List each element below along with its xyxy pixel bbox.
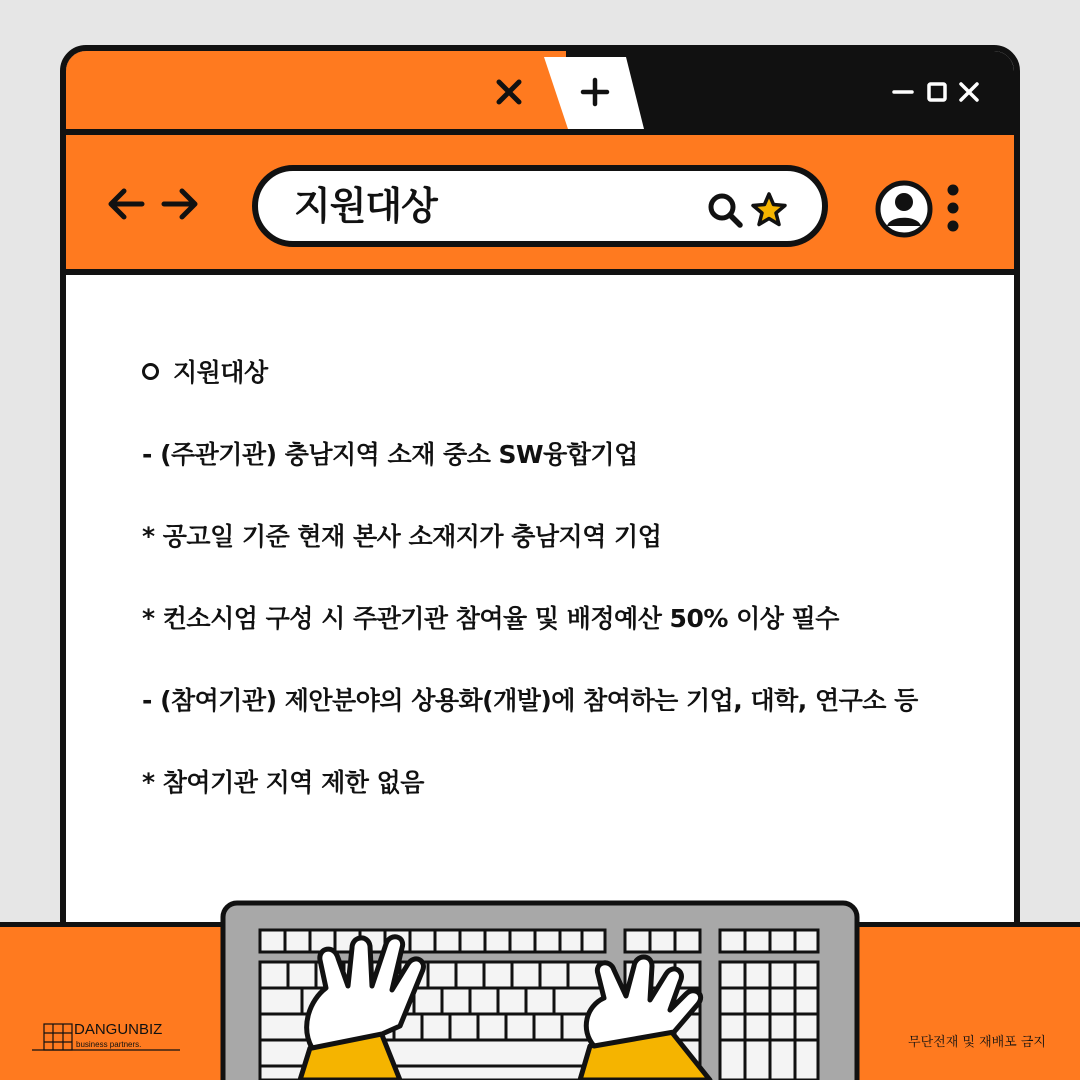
- browser-window: [60, 45, 1020, 1045]
- logo-tagline: business partners.: [76, 1040, 142, 1049]
- content-line: * 공고일 기준 현재 본사 소재지가 충남지역 기업: [142, 522, 662, 551]
- plus-icon[interactable]: [580, 77, 610, 107]
- arrow-right-icon[interactable]: [160, 187, 200, 221]
- section-heading: [142, 353, 268, 389]
- arrow-left-icon[interactable]: [106, 187, 146, 221]
- content-line: * 참여기관 지역 제한 없음: [142, 768, 424, 797]
- tab-bar: [66, 51, 1014, 129]
- active-tab[interactable]: [66, 51, 566, 129]
- user-icon[interactable]: [874, 179, 934, 239]
- typing-hands-illustration: [290, 930, 750, 1080]
- heading-text: 지원대상: [173, 358, 268, 387]
- content-line: * 컨소시엄 구성 시 주관기관 참여율 및 배정예산 50% 이상 필수: [142, 604, 839, 633]
- content-line: - (참여기관) 제안분야의 상용화(개발)에 참여하는 기업, 대학, 연구소 등: [142, 686, 918, 715]
- search-icon[interactable]: [706, 191, 744, 229]
- close-icon[interactable]: [494, 77, 524, 107]
- content-line: - (주관기관) 충남지역 소재 중소 SW융합기업: [142, 440, 638, 469]
- close-icon[interactable]: [956, 77, 982, 107]
- toolbar: [66, 129, 1014, 275]
- kebab-menu-icon[interactable]: [946, 183, 960, 233]
- address-text: 지원대상: [294, 184, 437, 228]
- copyright-notice: 무단전재 및 재배포 금지: [908, 1035, 1046, 1050]
- logo-name: DANGUNBIZ: [74, 1021, 163, 1038]
- maximize-icon[interactable]: [924, 77, 950, 107]
- minimize-icon[interactable]: [890, 77, 916, 107]
- bullet-ring-icon: [142, 363, 159, 380]
- star-icon[interactable]: [750, 191, 788, 229]
- address-bar[interactable]: [252, 165, 828, 247]
